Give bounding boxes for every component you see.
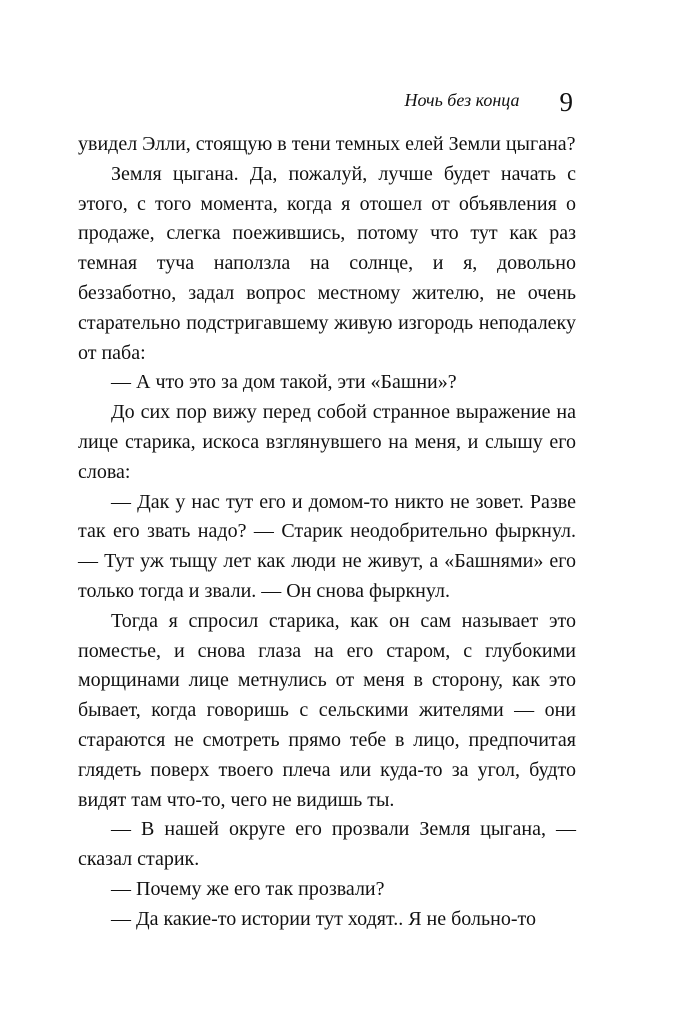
paragraph: До сих пор вижу перед собой странное выражение на лице старика, искоса взглянувшего на меня, и слышу его слова: bbox=[78, 401, 576, 483]
page-number: 9 bbox=[559, 87, 573, 117]
dialogue-line: — А что это за дом такой, эти «Башни»? bbox=[111, 371, 457, 394]
dialogue-line: — В нашей округе его прозвали Земля цыгана, — сказал старик. bbox=[78, 818, 576, 871]
running-title: Ночь без конца bbox=[404, 90, 520, 110]
dialogue-line: — Почему же его так прозвали? bbox=[111, 877, 385, 900]
paragraph: Тогда я спросил старика, как он сам называет это поместье, и снова глаза на его старом, с глубокими морщинами лице метнулись от меня в сторону, как это бывает, когда говоришь с сельскими жителями — они стараются не смотреть прямо тебе в лицо, предпочитая глядеть поверх твоего плеча или куда-то за угол, будто видят там что-то, чего не видишь ты. bbox=[78, 609, 576, 811]
paragraph: Земля цыгана. Да, пожалуй, лучше будет начать с этого, с того момента, когда я отошел от объявления о продаже, слегка поежившись, потому что тут как раз темная туча наползла на солнце, и я, довольно беззаботно, задал вопрос местному жителю, не очень старательно подстригавшему живую изгородь неподалеку от паба: bbox=[78, 162, 576, 364]
running-header bbox=[404, 84, 573, 115]
dialogue-line: — Да какие-то истории тут ходят.. Я не больно-то bbox=[111, 907, 536, 930]
dialogue-line: — Дак у нас тут его и домом-то никто не зовет. Разве так его звать надо? — Старик неодобрительно фыркнул. — Тут уж тыщу лет как люди не живут, а «Башнями» его только тогда и звали. — Он снова фыркнул. bbox=[78, 490, 576, 602]
body-text bbox=[78, 130, 576, 935]
paragraph-continuation: увидел Элли, стоящую в тени темных елей Земли цыгана? bbox=[78, 133, 576, 155]
